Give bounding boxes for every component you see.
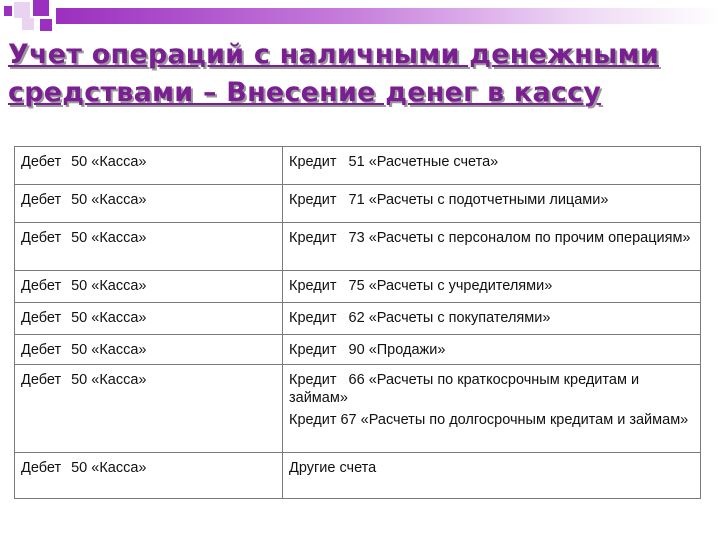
decor-square (33, 0, 49, 16)
debit-account: 50 «Касса» (71, 460, 147, 476)
debit-account: 50 «Касса» (71, 154, 147, 170)
table-row (15, 223, 701, 271)
credit-cell (283, 223, 701, 271)
debit-label: Дебет (21, 192, 62, 208)
debit-account: 50 «Касса» (71, 230, 147, 246)
credit-text: Кредит 90 «Продажи» (289, 342, 446, 358)
table-row (15, 335, 701, 365)
table-row (15, 303, 701, 335)
debit-label: Дебет (21, 230, 62, 246)
debit-label: Дебет (21, 278, 62, 294)
debit-account: 50 «Касса» (71, 372, 147, 388)
debit-cell (15, 335, 283, 365)
debit-account: 50 «Касса» (71, 278, 147, 294)
table-row (15, 453, 701, 499)
decor-square (22, 18, 34, 30)
debit-cell (15, 223, 283, 271)
decor-square (4, 6, 12, 16)
debit-label: Дебет (21, 154, 62, 170)
credit-text: Кредит 51 «Расчетные счета» (289, 154, 499, 170)
credit-cell (283, 185, 701, 223)
credit-text: Кредит 62 «Расчеты с покупателями» (289, 310, 551, 326)
debit-cell (15, 453, 283, 499)
table-row (15, 271, 701, 303)
decor-square (14, 2, 30, 18)
credit-text: Другие счета (289, 460, 377, 476)
credit-text: Кредит 67 «Расчеты по долгосрочным кредитам и займам» (289, 412, 689, 428)
debit-cell (15, 147, 283, 185)
debit-account: 50 «Касса» (71, 192, 147, 208)
debit-account: 50 «Касса» (71, 342, 147, 358)
debit-label: Дебет (21, 372, 62, 388)
debit-label: Дебет (21, 342, 62, 358)
debit-label: Дебет (21, 310, 62, 326)
decor-square (40, 19, 52, 31)
entries-table (14, 146, 701, 499)
table-row (15, 185, 701, 223)
debit-cell (15, 303, 283, 335)
credit-text: Кредит 75 «Расчеты с учредителями» (289, 278, 553, 294)
debit-cell (15, 365, 283, 453)
credit-cell (283, 303, 701, 335)
credit-text: Кредит 73 «Расчеты с персоналом по прочим операциям» (289, 230, 691, 246)
credit-cell (283, 271, 701, 303)
credit-text: Кредит 66 «Расчеты по краткосрочным кредитам и займам» (289, 372, 644, 406)
credit-cell (283, 335, 701, 365)
slide-title: Учет операций с наличными денежными средствами – Внесение денег в кассу (8, 39, 660, 108)
debit-account: 50 «Касса» (71, 310, 147, 326)
table-row (15, 147, 701, 185)
debit-label: Дебет (21, 460, 62, 476)
debit-cell (15, 271, 283, 303)
credit-cell (283, 365, 701, 453)
table-row (15, 365, 701, 453)
credit-text: Кредит 71 «Расчеты с подотчетными лицами» (289, 192, 609, 208)
credit-cell (283, 453, 701, 499)
debit-cell (15, 185, 283, 223)
header-gradient-bar (56, 8, 720, 24)
credit-cell (283, 147, 701, 185)
